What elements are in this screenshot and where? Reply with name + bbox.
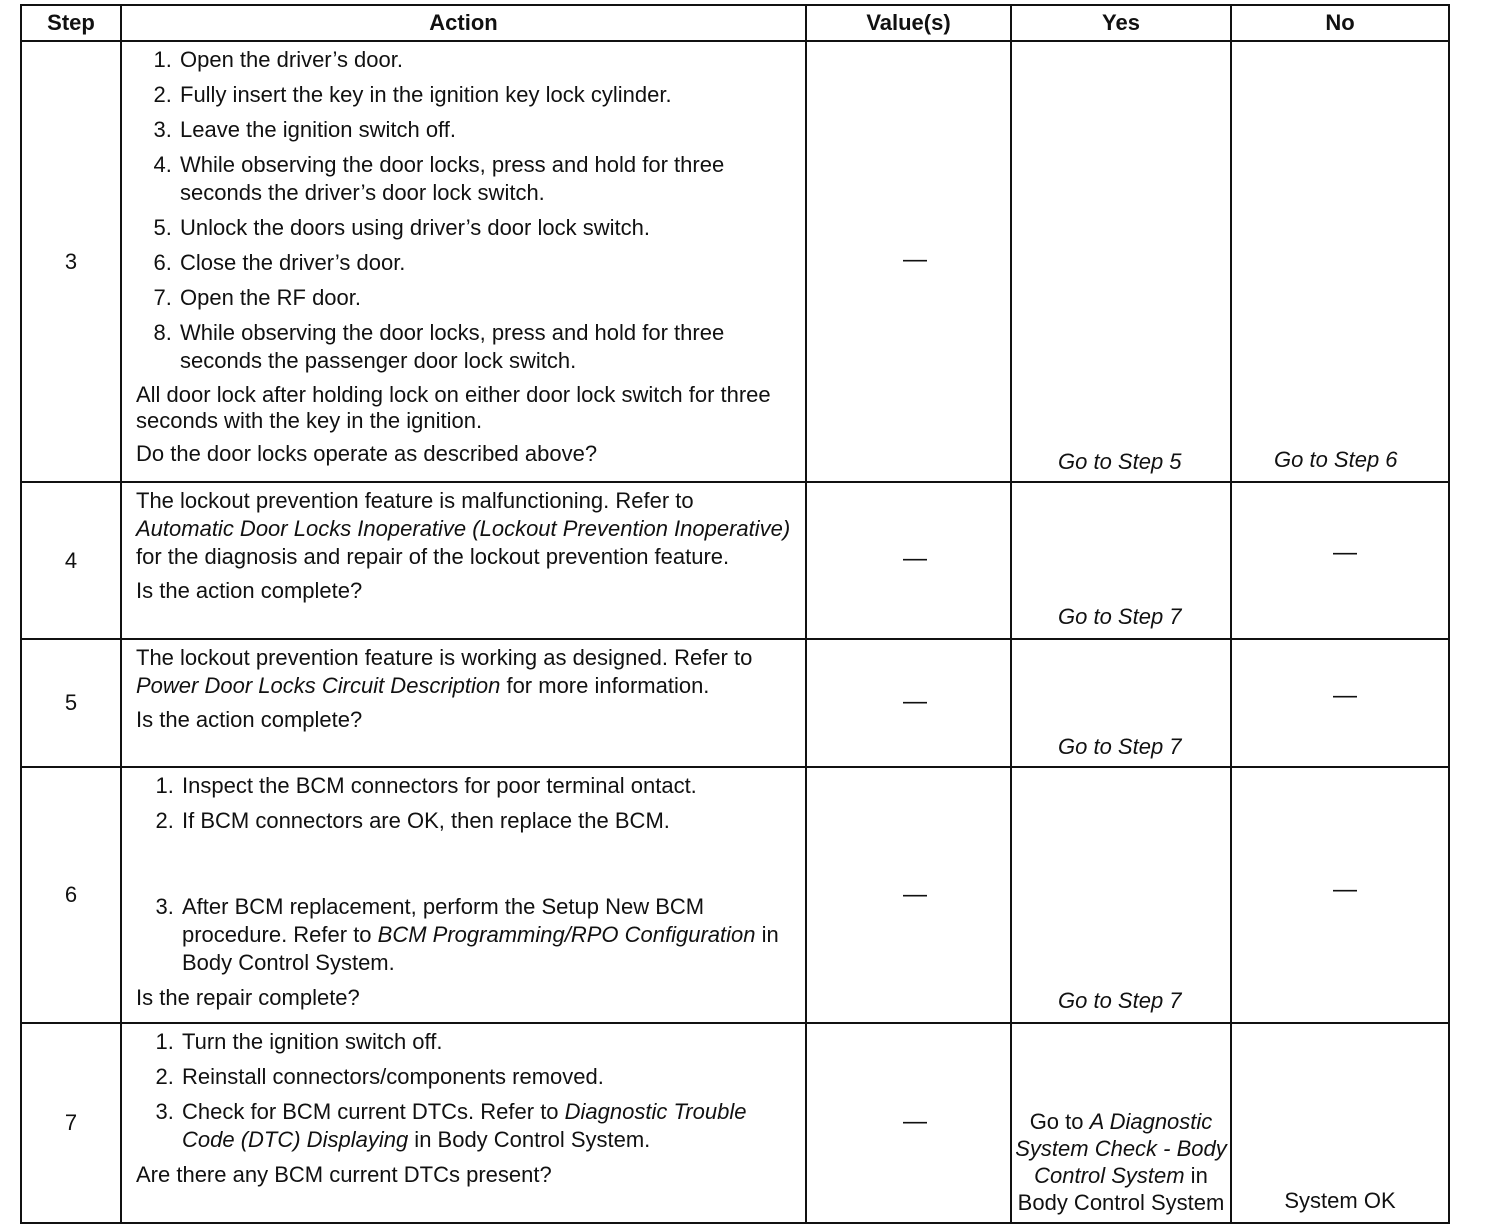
no-cell: [1231, 482, 1449, 639]
action-note: All door lock after holding lock on either door lock switch for three seconds with the key in the ignition.: [136, 382, 771, 433]
header-values: Value(s): [806, 5, 1011, 41]
action-item: 4. While observing the door locks, press and hold for three seconds the driver’s door lock switch.: [178, 151, 797, 207]
no-goto: Go to Step 6: [1274, 447, 1398, 472]
yes-cell: [1011, 639, 1231, 767]
table-row: [21, 41, 1449, 482]
yes-reference: A Diagnostic System Check - Body Control System: [1015, 1109, 1227, 1188]
value-dash: —: [903, 246, 927, 273]
action-item: 7. Open the RF door.: [178, 284, 797, 312]
action-cell: [121, 41, 806, 482]
action-item: 3. Leave the ignition switch off.: [178, 116, 797, 144]
value-dash: —: [903, 545, 927, 572]
table-row: [21, 1023, 1449, 1223]
action-question: Is the repair complete?: [136, 985, 360, 1010]
action-question: Are there any BCM current DTCs present?: [136, 1162, 552, 1187]
action-text: for the diagnosis and repair of the lockout prevention feature.: [136, 544, 730, 569]
yes-cell: [1011, 767, 1231, 1023]
action-item: 1. Open the driver’s door.: [178, 46, 797, 74]
action-question: Is the action complete?: [136, 578, 363, 603]
yes-goto: Go to Step 7: [1058, 988, 1182, 1013]
step-number: 6: [21, 767, 121, 1023]
table-row: [21, 767, 1449, 1023]
step-number: 5: [21, 639, 121, 767]
header-yes: Yes: [1011, 5, 1231, 41]
action-item: 1. Turn the ignition switch off.: [180, 1028, 797, 1056]
no-dash: —: [1333, 682, 1357, 709]
value-dash: —: [903, 881, 927, 908]
header-step: Step: [21, 5, 121, 41]
action-item: 2. Fully insert the key in the ignition key lock cylinder.: [178, 81, 797, 109]
header-action: Action: [121, 5, 806, 41]
action-text-reference: Power Door Locks Circuit Description: [136, 673, 501, 698]
values-cell: [806, 482, 1011, 639]
no-cell: [1231, 639, 1449, 767]
value-dash: —: [903, 688, 927, 715]
diagnostic-table: [20, 4, 1450, 1224]
yes-goto: Go to Step 7: [1058, 604, 1182, 629]
no-dash: —: [1333, 539, 1357, 566]
action-text: The lockout prevention feature is working as designed. Refer to: [136, 645, 753, 670]
action-item: 3. After BCM replacement, perform the Setup New BCM procedure. Refer to BCM Programming/RPO Configuration in Body Control System.: [180, 893, 797, 977]
action-text: for more information.: [500, 673, 710, 698]
action-text-reference: BCM Programming/RPO Configuration: [377, 922, 756, 947]
action-text-reference: Automatic Door Locks Inoperative (Lockout Prevention Inoperative): [136, 516, 791, 541]
values-cell: [806, 41, 1011, 482]
no-cell: [1231, 1023, 1449, 1223]
action-item: 2. If BCM connectors are OK, then replace the BCM.: [180, 807, 797, 835]
action-item: 3. Check for BCM current DTCs. Refer to Diagnostic Trouble Code (DTC) Displaying in Body Control System.: [180, 1098, 797, 1154]
header-row: [21, 5, 1449, 41]
yes-cell: [1011, 1023, 1231, 1223]
action-item: 6. Close the driver’s door.: [178, 249, 797, 277]
step-number: 7: [21, 1023, 121, 1223]
action-item: 8. While observing the door locks, press and hold for three seconds the passenger door lock switch.: [178, 319, 797, 375]
action-cell: [121, 767, 806, 1023]
table-row: [21, 639, 1449, 767]
action-cell: [121, 639, 806, 767]
table-row: [21, 482, 1449, 639]
step-number: 3: [21, 41, 121, 482]
action-text-reference: Diagnostic Trouble Code (DTC) Displaying: [182, 1099, 747, 1152]
values-cell: [806, 639, 1011, 767]
value-dash: —: [903, 1108, 927, 1135]
yes-goto: Go to Step 5: [1058, 449, 1182, 474]
yes-cell: [1011, 482, 1231, 639]
action-item: 5. Unlock the doors using driver’s door lock switch.: [178, 214, 797, 242]
yes-goto: Go to A Diagnostic System Check - Body Control System in Body Control System: [1015, 1109, 1227, 1215]
action-item: 1. Inspect the BCM connectors for poor terminal ontact.: [180, 772, 797, 800]
action-question: Do the door locks operate as described above?: [136, 441, 598, 466]
yes-goto: Go to Step 7: [1058, 734, 1182, 759]
values-cell: [806, 767, 1011, 1023]
values-cell: [806, 1023, 1011, 1223]
action-item: 2. Reinstall connectors/components removed.: [180, 1063, 797, 1091]
action-question: Is the action complete?: [136, 707, 363, 732]
header-no: No: [1231, 5, 1449, 41]
no-cell: [1231, 41, 1449, 482]
no-cell: [1231, 767, 1449, 1023]
no-dash: —: [1333, 876, 1357, 903]
action-cell: [121, 1023, 806, 1223]
no-result: System OK: [1284, 1188, 1396, 1213]
action-cell: [121, 482, 806, 639]
action-text: The lockout prevention feature is malfunctioning. Refer to: [136, 488, 694, 513]
yes-cell: [1011, 41, 1231, 482]
step-number: 4: [21, 482, 121, 639]
